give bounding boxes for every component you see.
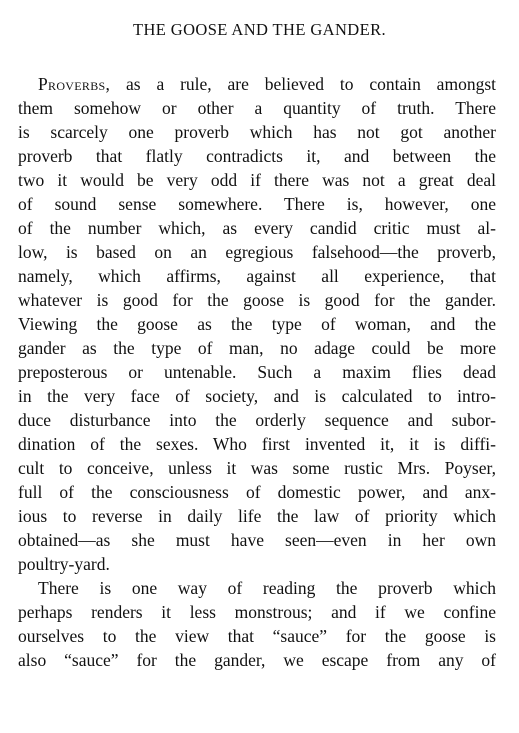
paragraph-1-line-11: Viewing the goose as the type of woman, and the	[18, 314, 496, 334]
paragraph-1-line-8: low, is based on an egregious falsehood—the proverb,	[18, 242, 496, 262]
paragraph-1-line-17: cult to conceive, unless it was some rustic Mrs. Poyser,	[18, 458, 496, 478]
paragraph-1-line-20: obtained—as she must have seen—even in her own	[18, 530, 496, 550]
paragraph-1-line-3: is scarcely one proverb which has not got another	[18, 122, 496, 142]
paragraph-1-line-18: full of the consciousness of domestic power, and anx-	[18, 482, 496, 502]
paragraph-1-line-16: dination of the sexes. Who first invented it, it is diffi-	[18, 434, 496, 454]
paragraph-1-line-1-text: as a rule, are believed to contain amongst	[110, 74, 496, 94]
paragraph-1-line-15: duce disturbance into the orderly sequence and subor-	[18, 410, 496, 430]
paragraph-opening-word: Proverbs,	[38, 74, 111, 94]
paragraph-1-line-4: proverb that flatly contradicts it, and between the	[18, 146, 496, 166]
paragraph-2-line-3: ourselves to the view that “sauce” for the goose is	[18, 626, 496, 646]
paragraph-1-line-5: two it would be very odd if there was not a great deal	[18, 170, 496, 190]
paragraph-1-line-13: preposterous or untenable. Such a maxim flies dead	[18, 362, 496, 382]
paragraph-1-line-7: of the number which, as every candid critic must al-	[18, 218, 496, 238]
paragraph-1-line-9: namely, which affirms, against all experience, that	[18, 266, 496, 286]
paragraph-1-line-10: whatever is good for the goose is good for the gander.	[18, 290, 496, 310]
article-title: THE GOOSE AND THE GANDER.	[132, 20, 387, 39]
paragraph-1-line-19: ious to reverse in daily life the law of priority which	[18, 506, 496, 526]
paragraph-1-line-14: in the very face of society, and is calculated to intro-	[18, 386, 496, 406]
paragraph-2-line-2: perhaps renders it less monstrous; and if we confine	[18, 602, 496, 622]
paragraph-1-line-1	[38, 72, 496, 96]
paragraph-2-line-4: also “sauce” for the gander, we escape from any of	[18, 650, 496, 670]
paragraph-1-line-6: of sound sense somewhere. There is, however, one	[18, 194, 496, 214]
paragraph-1-line-12: gander as the type of man, no adage could be more	[18, 338, 496, 358]
paragraph-1-line-21: poultry-yard.	[18, 554, 110, 574]
paragraph-2-line-1: There is one way of reading the proverb which	[38, 578, 496, 598]
paragraph-1-line-2: them somehow or other a quantity of truth. There	[18, 98, 496, 118]
